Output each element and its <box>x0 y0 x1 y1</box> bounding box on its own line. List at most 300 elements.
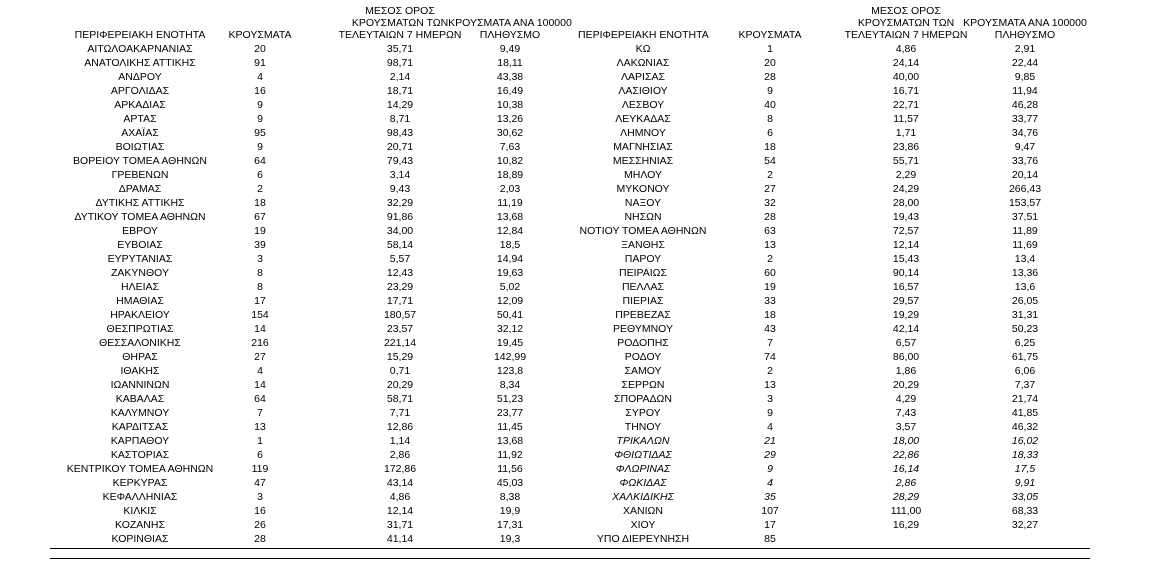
table-row <box>578 70 1090 84</box>
cases-cell: 1 <box>257 435 263 447</box>
per100k-cell: 13,4 <box>1014 253 1036 265</box>
table-row <box>578 378 1090 392</box>
per100k-cell: 19,45 <box>496 337 524 349</box>
table-row <box>578 126 1090 140</box>
bottom-rule-lower <box>50 558 1090 559</box>
cases-cell: 4 <box>767 477 773 489</box>
region-cell: ΕΒΡΟΥ <box>122 225 158 237</box>
cases-cell: 27 <box>764 183 776 195</box>
avg7-cell: 9,43 <box>389 183 411 195</box>
avg7-cell: 6,57 <box>895 337 917 349</box>
table-row <box>578 182 1090 196</box>
region-cell: ΦΛΩΡΙΝΑΣ <box>615 463 671 475</box>
region-cell: ΣΕΡΡΩΝ <box>621 379 665 391</box>
per100k-cell: 18,11 <box>497 57 523 69</box>
avg7-cell: 1,14 <box>389 435 411 447</box>
table-row <box>50 168 575 182</box>
cases-cell: 39 <box>254 239 266 251</box>
per100k-cell: 33,77 <box>1011 113 1039 125</box>
avg7-cell: 41,14 <box>386 533 414 545</box>
cases-cell: 14 <box>254 323 266 335</box>
cases-cell: 9 <box>767 407 773 419</box>
avg7-cell: 23,29 <box>386 281 414 293</box>
table-row <box>50 504 575 518</box>
avg7-cell: 172,86 <box>383 463 417 475</box>
region-cell: ΣΥΡΟΥ <box>625 407 661 419</box>
per100k-cell: 41,85 <box>1011 407 1039 419</box>
cases-cell: 6 <box>257 169 263 181</box>
table-row <box>50 350 575 364</box>
table-row <box>578 434 1090 448</box>
cases-cell: 21 <box>764 435 776 447</box>
cases-cell: 8 <box>767 113 773 125</box>
avg7-cell: 5,57 <box>389 253 411 265</box>
avg7-cell: 8,71 <box>389 113 411 125</box>
cases-cell: 9 <box>767 463 773 475</box>
per100k-cell: 19,3 <box>499 533 521 545</box>
cases-cell: 13 <box>254 421 266 433</box>
per100k-cell: 16,02 <box>1011 435 1039 447</box>
region-cell: ΚΙΛΚΙΣ <box>123 505 157 517</box>
avg7-cell: 4,86 <box>895 43 917 55</box>
cases-cell: 85 <box>764 533 776 545</box>
region-cell: ΦΩΚΙΔΑΣ <box>619 477 667 489</box>
avg7-cell: 19,29 <box>892 309 920 321</box>
cases-cell: 35 <box>764 491 776 503</box>
table-row <box>50 42 575 56</box>
per100k-cell: 37,51 <box>1011 211 1039 223</box>
cases-cell: 16 <box>254 505 266 517</box>
cases-cell: 91 <box>254 57 266 69</box>
per100k-cell: 13,68 <box>496 211 524 223</box>
cases-cell: 8 <box>257 281 263 293</box>
per100k-cell: 22,44 <box>1011 57 1039 69</box>
avg7-cell: 12,86 <box>386 421 414 433</box>
table-row <box>50 378 575 392</box>
cases-cell: 4 <box>257 365 263 377</box>
region-cell: ΗΜΑΘΙΑΣ <box>116 295 164 307</box>
per100k-cell: 32,12 <box>496 323 524 335</box>
per100k-cell: 9,49 <box>499 43 521 55</box>
per100k-cell: 7,37 <box>1014 379 1036 391</box>
region-cell: ΕΥΒΟΙΑΣ <box>117 239 163 251</box>
avg7-cell: 2,86 <box>389 449 411 461</box>
table-row <box>578 140 1090 154</box>
region-cell: ΑΡΤΑΣ <box>123 113 157 125</box>
avg7-cell: 3,57 <box>895 421 917 433</box>
region-cell: ΘΗΡΑΣ <box>122 351 158 363</box>
cases-cell: 27 <box>254 351 266 363</box>
cases-cell: 64 <box>254 393 266 405</box>
avg7-cell: 7,43 <box>895 407 917 419</box>
right-table <box>578 0 1090 546</box>
cases-cell: 7 <box>257 407 263 419</box>
per100k-cell: 31,31 <box>1011 309 1039 321</box>
region-cell: ΔΡΑΜΑΣ <box>118 183 162 195</box>
table-row <box>578 42 1090 56</box>
avg7-cell: 58,14 <box>386 239 414 251</box>
cases-cell: 4 <box>767 421 773 433</box>
region-cell: ΚΟΖΑΝΗΣ <box>115 519 165 531</box>
avg7-cell: 15,29 <box>386 351 414 363</box>
region-cell: ΡΟΔΟΥ <box>624 351 662 363</box>
table-row <box>578 266 1090 280</box>
table-row <box>578 112 1090 126</box>
cases-cell: 4 <box>257 71 263 83</box>
cases-cell: 18 <box>764 309 776 321</box>
per100k-cell: 8,38 <box>499 491 521 503</box>
avg7-cell: 180,57 <box>383 309 417 321</box>
cases-cell: 14 <box>254 379 266 391</box>
per100k-cell: 18,33 <box>1011 449 1039 461</box>
table-row <box>50 280 575 294</box>
table-row <box>578 154 1090 168</box>
bottom-rule-upper <box>50 548 1090 549</box>
per100k-cell: 45,03 <box>496 477 524 489</box>
table-row <box>50 140 575 154</box>
per100k-cell: 266,43 <box>1008 183 1042 195</box>
cases-cell: 9 <box>767 85 773 97</box>
per100k-cell: 43,38 <box>496 71 524 83</box>
per100k-cell: 10,82 <box>496 155 524 167</box>
cases-cell: 216 <box>251 337 269 349</box>
avg7-cell: 1,71 <box>895 127 917 139</box>
region-cell: ΜΗΛΟΥ <box>624 169 662 181</box>
header-cases: ΚΡΟΥΣΜΑΤΑ <box>738 29 802 41</box>
table-row <box>578 518 1090 532</box>
table-row <box>578 238 1090 252</box>
per100k-cell: 50,23 <box>1011 323 1039 335</box>
per100k-cell: 17,5 <box>1014 463 1036 475</box>
cases-cell: 9 <box>257 141 263 153</box>
per100k-cell: 11,45 <box>497 421 523 433</box>
cases-cell: 17 <box>764 519 776 531</box>
avg7-cell: 16,57 <box>892 281 920 293</box>
cases-cell: 19 <box>764 281 776 293</box>
region-cell: ΗΡΑΚΛΕΙΟΥ <box>110 309 170 321</box>
per100k-cell: 11,69 <box>1012 239 1038 251</box>
avg7-cell: 79,43 <box>386 155 414 167</box>
avg7-cell: 1,86 <box>895 365 917 377</box>
region-cell: ΘΕΣΠΡΩΤΙΑΣ <box>106 323 174 335</box>
cases-cell: 154 <box>251 309 269 321</box>
avg7-cell: 4,29 <box>895 393 917 405</box>
avg7-cell: 12,14 <box>386 505 414 517</box>
avg7-cell: 7,71 <box>389 407 411 419</box>
region-cell: ΧΑΛΚΙΔΙΚΗΣ <box>612 491 674 503</box>
avg7-cell: 221,14 <box>383 337 417 349</box>
table-row <box>50 70 575 84</box>
cases-cell: 9 <box>257 99 263 111</box>
table-row <box>578 210 1090 224</box>
avg7-cell: 4,86 <box>389 491 411 503</box>
per100k-cell: 46,28 <box>1011 99 1039 111</box>
region-cell: ΛΑΡΙΣΑΣ <box>621 71 665 83</box>
table-row <box>50 126 575 140</box>
table-row <box>50 84 575 98</box>
avg7-cell: 23,86 <box>892 141 920 153</box>
table-row <box>50 196 575 210</box>
per100k-cell: 46,32 <box>1011 421 1039 433</box>
region-cell: ΚΑΡΔΙΤΣΑΣ <box>111 421 169 433</box>
region-cell: ΧΙΟΥ <box>630 519 656 531</box>
avg7-cell: 28,29 <box>892 491 920 503</box>
region-cell: ΝΗΣΩΝ <box>624 211 662 223</box>
table-row <box>50 98 575 112</box>
region-cell: ΑΧΑΪΑΣ <box>121 127 159 139</box>
avg7-cell: 35,71 <box>386 43 414 55</box>
avg7-cell: 32,29 <box>386 197 414 209</box>
cases-cell: 95 <box>254 127 266 139</box>
cases-cell: 3 <box>257 253 263 265</box>
avg7-cell: 22,71 <box>892 99 920 111</box>
per100k-cell: 7,63 <box>499 141 521 153</box>
per100k-cell: 14,94 <box>496 253 524 265</box>
table-row <box>578 252 1090 266</box>
table-row <box>50 406 575 420</box>
left-table <box>50 0 575 546</box>
cases-cell: 7 <box>767 337 773 349</box>
avg7-cell: 55,71 <box>892 155 920 167</box>
region-cell: ΜΑΓΝΗΣΙΑΣ <box>613 141 673 153</box>
region-cell: ΔΥΤΙΚΗΣ ΑΤΤΙΚΗΣ <box>95 197 185 209</box>
cases-cell: 33 <box>764 295 776 307</box>
region-cell: ΑΝΔΡΟΥ <box>118 71 162 83</box>
table-row <box>578 322 1090 336</box>
cases-cell: 2 <box>767 169 773 181</box>
table-row <box>578 406 1090 420</box>
region-cell: ΠΑΡΟΥ <box>624 253 662 265</box>
region-cell: ΠΙΕΡΙΑΣ <box>622 295 664 307</box>
left-table-body <box>50 42 575 546</box>
avg7-cell: 14,29 <box>386 99 414 111</box>
region-cell: ΞΑΝΘΗΣ <box>621 239 665 251</box>
avg7-cell: 22,86 <box>892 449 920 461</box>
avg7-cell: 2,86 <box>895 477 917 489</box>
per100k-cell: 153,57 <box>1008 197 1042 209</box>
left-table-header <box>50 0 575 42</box>
table-row <box>578 532 1090 546</box>
cases-cell: 16 <box>254 85 266 97</box>
per100k-cell: 8,34 <box>499 379 521 391</box>
table-row <box>50 322 575 336</box>
avg7-cell: 31,71 <box>386 519 414 531</box>
header-per100k: ΚΡΟΥΣΜΑΤΑ ΑΝΑ 100000 ΠΛΗΘΥΣΜΟ <box>448 17 572 41</box>
region-cell: ΦΘΙΩΤΙΔΑΣ <box>614 449 672 461</box>
table-row <box>50 490 575 504</box>
header-region: ΠΕΡΙΦΕΡΕΙΑΚΗ ΕΝΟΤΗΤΑ <box>74 29 206 41</box>
cases-cell: 18 <box>254 197 266 209</box>
region-cell: ΠΡΕΒΕΖΑΣ <box>615 309 671 321</box>
cases-cell: 28 <box>254 533 266 545</box>
avg7-cell: 91,86 <box>386 211 414 223</box>
per100k-cell: 18,89 <box>496 169 524 181</box>
avg7-cell: 15,43 <box>892 253 920 265</box>
avg7-cell: 86,00 <box>892 351 920 363</box>
avg7-cell: 2,29 <box>895 169 917 181</box>
per100k-cell: 50,41 <box>496 309 524 321</box>
table-row <box>578 336 1090 350</box>
avg7-cell: 23,57 <box>386 323 414 335</box>
avg7-cell: 16,71 <box>892 85 920 97</box>
per100k-cell: 16,49 <box>496 85 524 97</box>
per100k-cell: 11,92 <box>497 449 523 461</box>
per100k-cell: 17,31 <box>496 519 524 531</box>
avg7-cell: 0,71 <box>389 365 411 377</box>
table-row <box>578 490 1090 504</box>
table-row <box>50 112 575 126</box>
region-cell: ΛΑΣΙΘΙΟΥ <box>618 85 668 97</box>
table-row <box>50 210 575 224</box>
avg7-cell: 42,14 <box>892 323 920 335</box>
region-cell: ΙΩΑΝΝΙΝΩΝ <box>110 379 170 391</box>
per100k-cell: 20,14 <box>1011 169 1039 181</box>
cases-cell: 6 <box>257 449 263 461</box>
per100k-cell: 19,63 <box>496 267 524 279</box>
region-cell: ΥΠΟ ΔΙΕΡΕΥΝΗΣΗ <box>596 533 690 545</box>
right-table-body <box>578 42 1090 546</box>
region-cell: ΚΑΣΤΟΡΙΑΣ <box>110 449 170 461</box>
per100k-cell: 51,23 <box>496 393 524 405</box>
table-row <box>50 252 575 266</box>
per100k-cell: 123,8 <box>496 365 524 377</box>
avg7-cell: 16,14 <box>892 463 920 475</box>
table-row <box>50 266 575 280</box>
per100k-cell: 32,27 <box>1011 519 1039 531</box>
cases-cell: 3 <box>257 491 263 503</box>
per100k-cell: 13,68 <box>496 435 524 447</box>
region-cell: ΚΕΡΚΥΡΑΣ <box>112 477 168 489</box>
per100k-cell: 21,74 <box>1011 393 1039 405</box>
cases-cell: 28 <box>764 211 776 223</box>
per100k-cell: 2,03 <box>499 183 521 195</box>
table-row <box>50 224 575 238</box>
table-row <box>50 420 575 434</box>
region-cell: ΕΥΡΥΤΑΝΙΑΣ <box>107 253 173 265</box>
avg7-cell: 24,14 <box>892 57 920 69</box>
cases-cell: 6 <box>767 127 773 139</box>
table-row <box>578 308 1090 322</box>
avg7-cell: 98,71 <box>386 57 414 69</box>
per100k-cell: 18,5 <box>499 239 521 251</box>
table-row <box>50 532 575 546</box>
region-cell: ΚΑΛΥΜΝΟΥ <box>110 407 170 419</box>
cases-cell: 3 <box>767 393 773 405</box>
header-region: ΠΕΡΙΦΕΡΕΙΑΚΗ ΕΝΟΤΗΤΑ <box>578 29 709 41</box>
avg7-cell: 40,00 <box>892 71 920 83</box>
cases-cell: 47 <box>254 477 266 489</box>
region-cell: ΠΕΙΡΑΙΩΣ <box>619 267 667 279</box>
avg7-cell: 19,43 <box>892 211 920 223</box>
region-cell: ΛΕΣΒΟΥ <box>621 99 665 111</box>
region-cell: ΝΟΤΙΟΥ ΤΟΜΕΑ ΑΘΗΝΩΝ <box>579 225 707 237</box>
avg7-cell: 16,29 <box>892 519 920 531</box>
cases-cell: 29 <box>764 449 776 461</box>
region-cell: ΑΝΑΤΟΛΙΚΗΣ ΑΤΤΙΚΗΣ <box>84 57 196 69</box>
header-avg7: ΜΕΣΟΣ ΟΡΟΣ ΚΡΟΥΣΜΑΤΩΝ ΤΩΝ ΤΕΛΕΥΤΑΙΩΝ 7 ΗΜΕΡΩΝ <box>844 5 968 41</box>
cases-cell: 2 <box>257 183 263 195</box>
region-cell: ΑΡΚΑΔΙΑΣ <box>114 99 166 111</box>
per100k-cell: 6,25 <box>1014 337 1036 349</box>
table-row <box>50 448 575 462</box>
per100k-cell: 142,99 <box>493 351 527 363</box>
region-cell: ΚΕΝΤΡΙΚΟΥ ΤΟΜΕΑ ΑΘΗΝΩΝ <box>66 463 214 475</box>
cases-cell: 17 <box>254 295 266 307</box>
region-cell: ΜΥΚΟΝΟΥ <box>616 183 670 195</box>
cases-cell: 63 <box>764 225 776 237</box>
region-cell: ΒΟΙΩΤΙΑΣ <box>115 141 165 153</box>
right-table-header <box>578 0 1090 42</box>
region-cell: ΚΕΦΑΛΛΗΝΙΑΣ <box>102 491 178 503</box>
table-row <box>50 238 575 252</box>
table-row <box>578 98 1090 112</box>
per100k-cell: 9,91 <box>1014 477 1036 489</box>
per100k-cell: 61,75 <box>1011 351 1039 363</box>
per100k-cell: 12,09 <box>496 295 524 307</box>
avg7-cell: 90,14 <box>892 267 920 279</box>
table-row <box>578 476 1090 490</box>
per100k-cell: 11,19 <box>497 197 523 209</box>
region-cell: ΣΑΜΟΥ <box>624 365 662 377</box>
cases-cell: 28 <box>764 71 776 83</box>
avg7-cell: 11,57 <box>893 113 919 125</box>
table-row <box>578 280 1090 294</box>
table-row <box>578 168 1090 182</box>
cases-cell: 74 <box>764 351 776 363</box>
region-cell: ΤΗΝΟΥ <box>624 421 662 433</box>
region-cell: ΣΠΟΡΑΔΩΝ <box>614 393 672 405</box>
per100k-cell: 33,76 <box>1011 155 1039 167</box>
table-row <box>578 224 1090 238</box>
avg7-cell: 20,71 <box>386 141 414 153</box>
per100k-cell: 13,6 <box>1014 281 1036 293</box>
region-cell: ΛΑΚΩΝΙΑΣ <box>616 57 670 69</box>
avg7-cell: 17,71 <box>386 295 414 307</box>
per100k-cell: 13,26 <box>496 113 524 125</box>
table-row <box>50 392 575 406</box>
table-row <box>50 364 575 378</box>
avg7-cell: 18,71 <box>386 85 414 97</box>
cases-cell: 2 <box>767 253 773 265</box>
cases-cell: 18 <box>764 141 776 153</box>
region-cell: ΚΑΒΑΛΑΣ <box>115 393 165 405</box>
table-row <box>578 196 1090 210</box>
region-cell: ΑΙΤΩΛΟΑΚΑΡΝΑΝΙΑΣ <box>87 43 193 55</box>
cases-cell: 13 <box>764 239 776 251</box>
per100k-cell: 23,77 <box>496 407 524 419</box>
per100k-cell: 6,06 <box>1014 365 1036 377</box>
region-cell: ΚΑΡΠΑΘΟΥ <box>110 435 170 447</box>
avg7-cell: 24,29 <box>892 183 920 195</box>
cases-cell: 20 <box>254 43 266 55</box>
table-row <box>50 154 575 168</box>
cases-cell: 43 <box>764 323 776 335</box>
avg7-cell: 20,29 <box>386 379 414 391</box>
cases-cell: 64 <box>254 155 266 167</box>
per100k-cell: 2,91 <box>1014 43 1036 55</box>
table-row <box>50 182 575 196</box>
region-cell: ΝΑΞΟΥ <box>624 197 662 209</box>
region-cell: ΛΗΜΝΟΥ <box>620 127 666 139</box>
per100k-cell: 11,56 <box>497 463 523 475</box>
avg7-cell: 3,14 <box>389 169 411 181</box>
region-cell: ΗΛΕΙΑΣ <box>120 281 159 293</box>
table-row <box>578 392 1090 406</box>
cases-cell: 60 <box>764 267 776 279</box>
region-cell: ΡΕΘΥΜΝΟΥ <box>612 323 673 335</box>
table-row <box>578 350 1090 364</box>
table-row <box>50 336 575 350</box>
